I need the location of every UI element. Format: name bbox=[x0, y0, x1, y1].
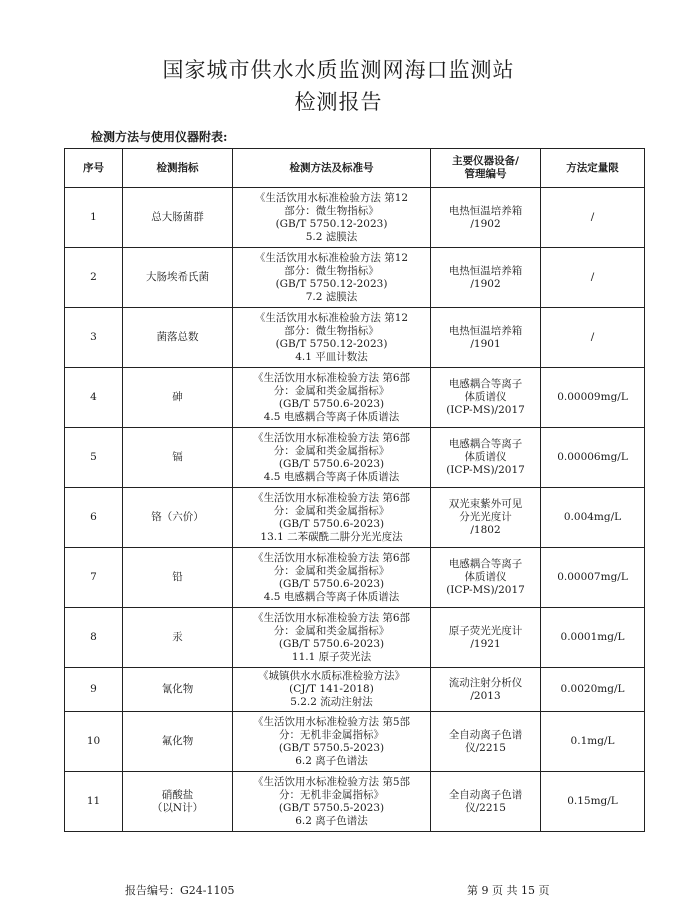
row-limit: 0.0001mg/L bbox=[541, 608, 645, 668]
row-method: 《生活饮用水标准检验方法 第12 部分：微生物指标》 (GB/T 5750.12-2023) 4.1 平皿计数法 bbox=[233, 308, 431, 368]
row-limit: 0.15mg/L bbox=[541, 772, 645, 832]
row-indicator: 汞 bbox=[123, 608, 233, 668]
row-method: 《生活饮用水标准检验方法 第6部 分：金属和类金属指标》 (GB/T 5750.6-2023) 11.1 原子荧光法 bbox=[233, 608, 431, 668]
row-instrument: 电感耦合等离子 体质谱仪 (ICP-MS)/2017 bbox=[431, 368, 541, 428]
row-no: 6 bbox=[65, 488, 123, 548]
row-method: 《生活饮用水标准检验方法 第6部 分：金属和类金属指标》 (GB/T 5750.6-2023) 4.5 电感耦合等离子体质谱法 bbox=[233, 428, 431, 488]
row-no: 9 bbox=[65, 668, 123, 712]
column-header-instrument: 主要仪器设备/ 管理编号 bbox=[431, 149, 541, 188]
row-instrument: 全自动离子色谱 仪/2215 bbox=[431, 712, 541, 772]
table-row bbox=[65, 772, 645, 832]
row-indicator: 铅 bbox=[123, 548, 233, 608]
row-instrument: 电热恒温培养箱 /1901 bbox=[431, 308, 541, 368]
row-limit: 0.00009mg/L bbox=[541, 368, 645, 428]
table-row bbox=[65, 368, 645, 428]
page-number: 第 9 页 共 15 页 bbox=[467, 884, 550, 897]
row-no: 8 bbox=[65, 608, 123, 668]
row-method: 《生活饮用水标准检验方法 第6部 分：金属和类金属指标》 (GB/T 5750.6-2023) 4.5 电感耦合等离子体质谱法 bbox=[233, 548, 431, 608]
row-indicator: 硝酸盐 （以N计） bbox=[123, 772, 233, 832]
report-number: 报告编号：G24-1105 bbox=[125, 884, 235, 897]
row-method: 《城镇供水水质标准检验方法》 (CJ/T 141-2018) 5.2.2 流动注射法 bbox=[233, 668, 431, 712]
row-limit: 0.0020mg/L bbox=[541, 668, 645, 712]
row-indicator: 砷 bbox=[123, 368, 233, 428]
row-indicator: 总大肠菌群 bbox=[123, 188, 233, 248]
table-header-row bbox=[65, 149, 645, 188]
table-row bbox=[65, 488, 645, 548]
row-limit: / bbox=[541, 308, 645, 368]
row-no: 11 bbox=[65, 772, 123, 832]
methods-instruments-table bbox=[64, 148, 645, 832]
row-method: 《生活饮用水标准检验方法 第5部 分：无机非金属指标》 (GB/T 5750.5-2023) 6.2 离子色谱法 bbox=[233, 712, 431, 772]
row-method: 《生活饮用水标准检验方法 第12 部分：微生物指标》 (GB/T 5750.12-2023) 5.2 滤膜法 bbox=[233, 188, 431, 248]
row-limit: 0.00007mg/L bbox=[541, 548, 645, 608]
row-instrument: 原子荧光光度计 /1921 bbox=[431, 608, 541, 668]
row-method: 《生活饮用水标准检验方法 第6部 分：金属和类金属指标》 (GB/T 5750.6-2023) 4.5 电感耦合等离子体质谱法 bbox=[233, 368, 431, 428]
table-row bbox=[65, 668, 645, 712]
table-row bbox=[65, 428, 645, 488]
row-indicator: 菌落总数 bbox=[123, 308, 233, 368]
column-header-no: 序号 bbox=[65, 149, 123, 188]
row-indicator: 氟化物 bbox=[123, 712, 233, 772]
table-caption: 检测方法与使用仪器附表: bbox=[91, 130, 228, 144]
row-no: 1 bbox=[65, 188, 123, 248]
row-limit: 0.00006mg/L bbox=[541, 428, 645, 488]
table-row bbox=[65, 548, 645, 608]
row-no: 3 bbox=[65, 308, 123, 368]
row-limit: 0.004mg/L bbox=[541, 488, 645, 548]
row-instrument: 电感耦合等离子 体质谱仪 (ICP-MS)/2017 bbox=[431, 428, 541, 488]
row-indicator: 大肠埃希氏菌 bbox=[123, 248, 233, 308]
row-no: 5 bbox=[65, 428, 123, 488]
row-instrument: 全自动离子色谱 仪/2215 bbox=[431, 772, 541, 832]
report-title-line2: 检测报告 bbox=[294, 90, 383, 114]
row-limit: / bbox=[541, 188, 645, 248]
row-instrument: 电热恒温培养箱 /1902 bbox=[431, 248, 541, 308]
row-instrument: 流动注射分析仪 /2013 bbox=[431, 668, 541, 712]
row-method: 《生活饮用水标准检验方法 第12 部分：微生物指标》 (GB/T 5750.12-2023) 7.2 滤膜法 bbox=[233, 248, 431, 308]
column-header-indicator: 检测指标 bbox=[123, 149, 233, 188]
table-row bbox=[65, 608, 645, 668]
row-no: 4 bbox=[65, 368, 123, 428]
table-row bbox=[65, 248, 645, 308]
row-instrument: 电感耦合等离子 体质谱仪 (ICP-MS)/2017 bbox=[431, 548, 541, 608]
table-row bbox=[65, 712, 645, 772]
row-no: 10 bbox=[65, 712, 123, 772]
row-indicator: 铬（六价） bbox=[123, 488, 233, 548]
row-instrument: 电热恒温培养箱 /1902 bbox=[431, 188, 541, 248]
row-method: 《生活饮用水标准检验方法 第5部 分：无机非金属指标》 (GB/T 5750.5-2023) 6.2 离子色谱法 bbox=[233, 772, 431, 832]
row-no: 2 bbox=[65, 248, 123, 308]
row-indicator: 氰化物 bbox=[123, 668, 233, 712]
row-instrument: 双光束紫外可见 分光光度计 /1802 bbox=[431, 488, 541, 548]
row-limit: / bbox=[541, 248, 645, 308]
report-title-line1: 国家城市供水水质监测网海口监测站 bbox=[162, 58, 515, 82]
row-method: 《生活饮用水标准检验方法 第6部 分：金属和类金属指标》 (GB/T 5750.6-2023) 13.1 二苯碳酰二肼分光光度法 bbox=[233, 488, 431, 548]
column-header-limit: 方法定量限 bbox=[541, 149, 645, 188]
row-indicator: 镉 bbox=[123, 428, 233, 488]
table-row bbox=[65, 308, 645, 368]
row-no: 7 bbox=[65, 548, 123, 608]
row-limit: 0.1mg/L bbox=[541, 712, 645, 772]
column-header-method: 检测方法及标准号 bbox=[233, 149, 431, 188]
table-row bbox=[65, 188, 645, 248]
